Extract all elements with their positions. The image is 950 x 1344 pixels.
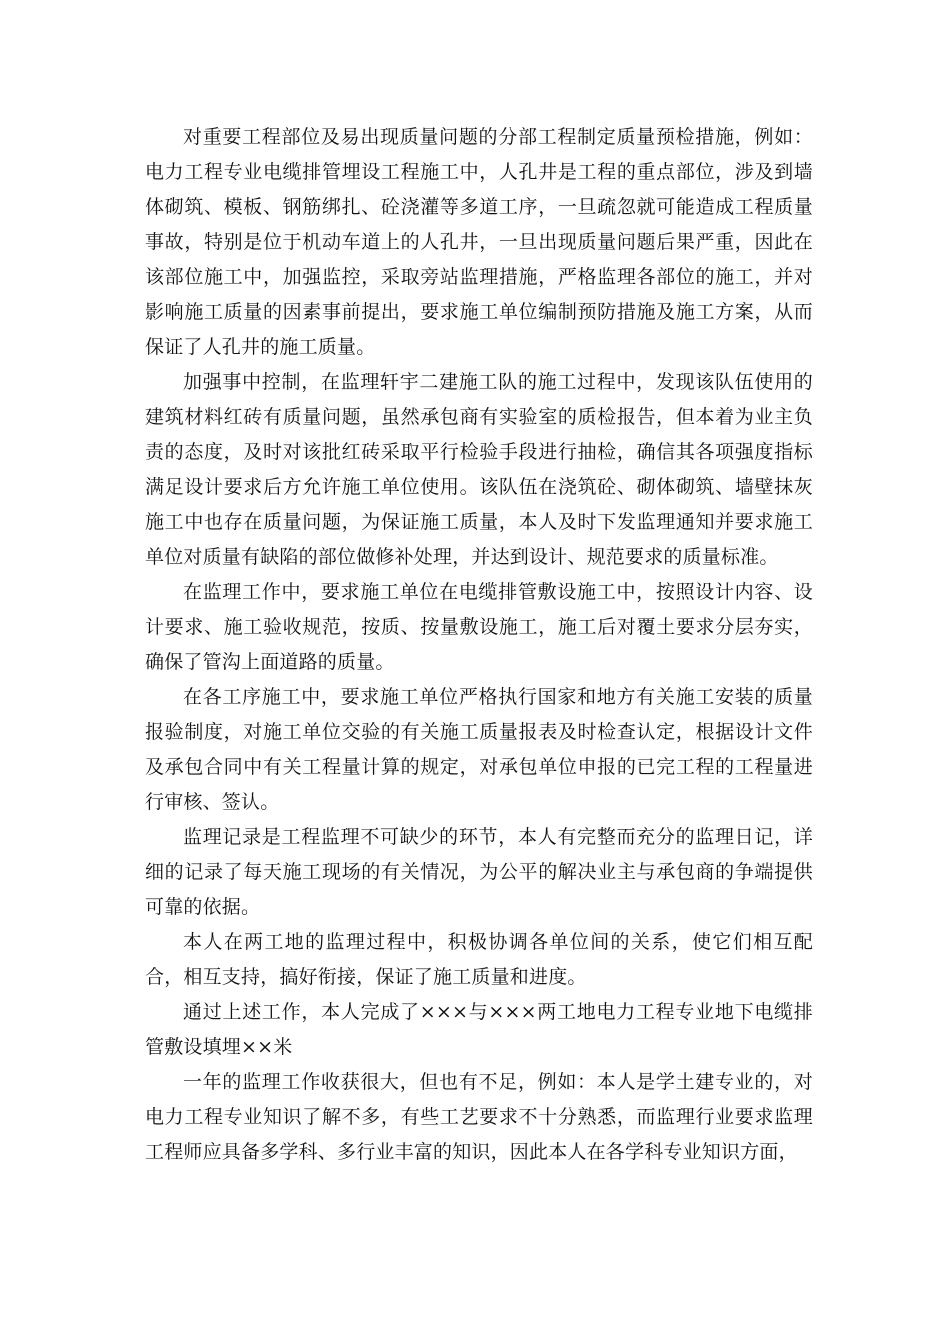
paragraph-7: 通过上述工作，本人完成了×××与×××两工地电力工程专业地下电缆排管敷设填埋××米 [145,1001,813,1058]
paragraph-8: 一年的监理工作收获很大，但也有不足，例如：本人是学土建专业的，对电力工程专业知识了解不多，有些工艺要求不十分熟悉，而监理行业要求监理工程师应具备多学科、多行业丰富的知识，因此本人在各学科专业知识方面， [145,1071,813,1163]
paragraph-4: 在各工序施工中，要求施工单位严格执行国家和地方有关施工安装的质量报验制度，对施工单位交验的有关施工质量报表及时检查认定，根据设计文件及承包合同中有关工程量计算的规定，对承包单位申报的已完工程的工程量进行审核、签认。 [145,686,813,813]
paragraph-5: 监理记录是工程监理不可缺少的环节，本人有完整而充分的监理日记，详细的记录了每天施工现场的有关情况，为公平的解决业主与承包商的争端提供可靠的依据。 [145,826,813,918]
paragraph-2: 加强事中控制，在监理轩宇二建施工队的施工过程中，发现该队伍使用的建筑材料红砖有质量问题，虽然承包商有实验室的质检报告，但本着为业主负责的态度，及时对该批红砖采取平行检验手段进行抽检，确信其各项强度指标满足设计要求后方允许施工单位使用。该队伍在浇筑砼、砌体砌筑、墙壁抹灰施工中也存在质量问题，为保证施工质量，本人及时下发监理通知并要求施工单位对质量有缺陷的部位做修补处理，并达到设计、规范要求的质量标准。 [145,371,813,568]
paragraph-6: 本人在两工地的监理过程中，积极协调各单位间的关系，使它们相互配合，相互支持，搞好衔接，保证了施工质量和进度。 [145,931,813,988]
document-body [145,120,813,1170]
paragraph-3: 在监理工作中，要求施工单位在电缆排管敷设施工中，按照设计内容、设计要求、施工验收规范，按质、按量敷设施工，施工后对覆土要求分层夯实，确保了管沟上面道路的质量。 [145,581,813,673]
paragraph-1: 对重要工程部位及易出现质量问题的分部工程制定质量预检措施，例如：电力工程专业电缆排管埋设工程施工中，人孔井是工程的重点部位，涉及到墙体砌筑、模板、钢筋绑扎、砼浇灌等多道工序，一旦疏忽就可能造成工程质量事故，特别是位于机动车道上的人孔井，一旦出现质量问题后果严重，因此在该部位施工中，加强监控，采取旁站监理措施，严格监理各部位的施工，并对影响施工质量的因素事前提出，要求施工单位编制预防措施及施工方案，从而保证了人孔井的施工质量。 [145,126,813,358]
